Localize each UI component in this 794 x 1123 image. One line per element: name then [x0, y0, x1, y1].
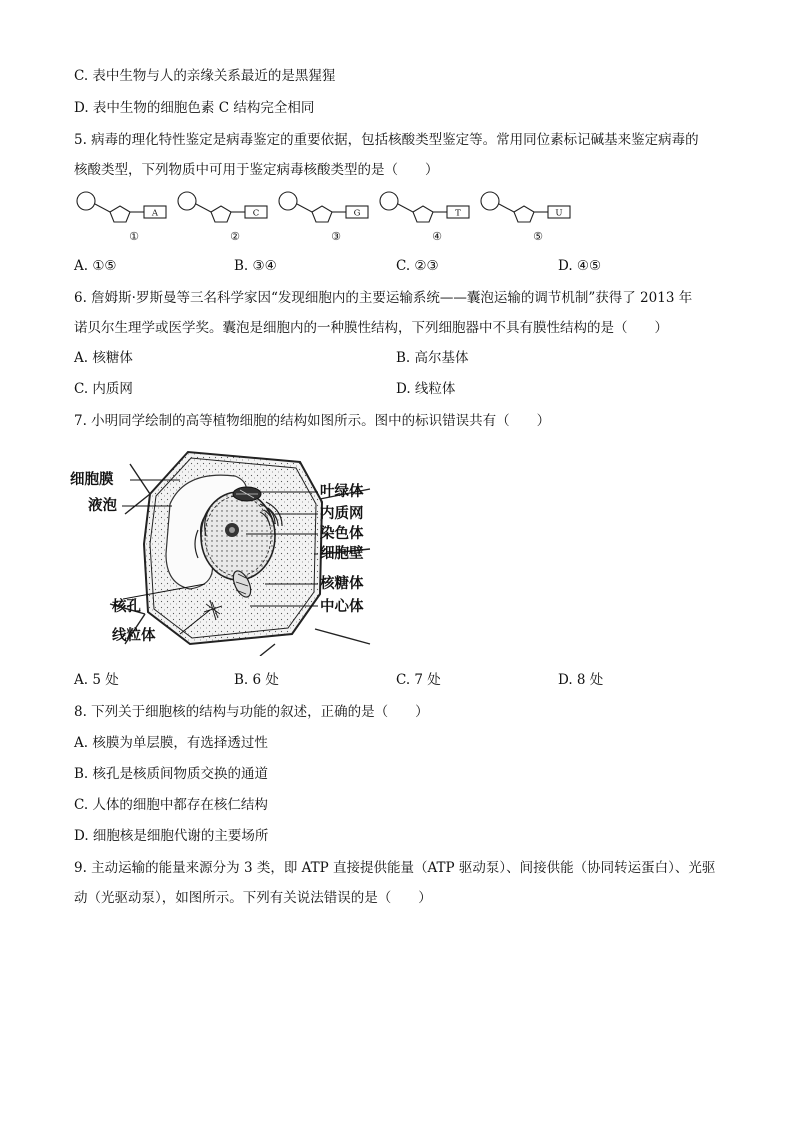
q8-option-a: A. 核膜为单层膜，有选择透过性: [74, 735, 268, 751]
q6-stem-line2: 诺贝尔生理学或医学奖。囊泡是细胞内的一种膜性结构，下列细胞器中不具有膜性结构的是（ ）: [74, 320, 668, 336]
nucleotide-5: [481, 192, 570, 243]
base-letter: U: [555, 208, 563, 219]
label-chromosome: 染色体: [320, 526, 364, 542]
pentose-sugar: [211, 206, 231, 222]
pentose-sugar: [110, 206, 130, 222]
q8-stem: 8. 下列关于细胞核的结构与功能的叙述，正确的是（ ）: [74, 704, 429, 720]
label-nuclear-pore: 核孔: [112, 599, 141, 615]
label-ribosome: 核糖体: [320, 576, 364, 592]
q7-option-c: C. 7 处: [396, 672, 441, 688]
pentose-sugar: [413, 206, 433, 222]
phosphate-circle: [77, 192, 95, 210]
label-chloroplast: 叶绿体: [320, 484, 364, 500]
label-cell-wall: 细胞壁: [320, 546, 364, 562]
pentose-sugar: [312, 206, 332, 222]
base-letter: A: [151, 208, 159, 219]
nucleotide-1: [77, 192, 166, 243]
nucleotide-number: ④: [432, 230, 442, 243]
label-cell-membrane: 细胞膜: [70, 472, 114, 488]
q8-option-d: D. 细胞核是细胞代谢的主要场所: [74, 828, 269, 844]
label-er: 内质网: [320, 506, 364, 522]
nucleotide-number: ③: [331, 230, 341, 243]
q9-stem-line1: 9. 主动运输的能量来源分为 3 类，即 ATP 直接提供能量（ATP 驱动泵）、间接供能（协同转运蛋白）、光驱: [74, 860, 716, 876]
q5-option-a: A. ①⑤: [74, 258, 117, 274]
base-letter: T: [455, 208, 461, 219]
q4-option-c: C. 表中生物与人的亲缘关系最近的是黑猩猩: [74, 68, 336, 84]
q5-stem-line2: 核酸类型，下列物质中可用于鉴定病毒核酸类型的是（ ）: [74, 162, 439, 178]
label-centrosome: 中心体: [320, 599, 364, 615]
q5-stem-line1: 5. 病毒的理化特性鉴定是病毒鉴定的重要依据，包括核酸类型鉴定等。常用同位素标记碱基来鉴定病毒的: [74, 132, 699, 148]
q8-option-b: B. 核孔是核质间物质交换的通道: [74, 766, 269, 782]
label-mitochondria: 线粒体: [112, 628, 156, 644]
pentose-sugar: [514, 206, 534, 222]
q6-option-a: A. 核糖体: [74, 350, 133, 366]
phosphate-circle: [178, 192, 196, 210]
plant-cell-figure: [70, 444, 380, 656]
base-letter: C: [252, 208, 260, 219]
nucleotide-number: ②: [230, 230, 240, 243]
nucleotide-number: ①: [129, 230, 139, 243]
base-letter: G: [353, 208, 361, 219]
q7-option-a: A. 5 处: [74, 672, 119, 688]
q5-option-d: D. ④⑤: [558, 258, 602, 274]
q6-option-b: B. 高尔基体: [396, 350, 469, 366]
q4-option-d: D. 表中生物的细胞色素 C 结构完全相同: [74, 100, 315, 116]
nucleotide-2: [178, 192, 267, 243]
nucleotide-4: [380, 192, 469, 243]
label-vacuole: 液泡: [88, 498, 117, 514]
q5-option-c: C. ②③: [396, 258, 439, 274]
phosphate-circle: [279, 192, 297, 210]
q6-option-d: D. 线粒体: [396, 381, 456, 397]
q8-option-c: C. 人体的细胞中都存在核仁结构: [74, 797, 268, 813]
q9-stem-line2: 动（光驱动泵），如图所示。下列有关说法错误的是（ ）: [74, 890, 432, 906]
nucleotide-3: [279, 192, 368, 243]
q7-option-d: D. 8 处: [558, 672, 604, 688]
q6-option-c: C. 内质网: [74, 381, 133, 397]
nucleotide-number: ⑤: [533, 230, 543, 243]
q6-stem-line1: 6. 詹姆斯·罗斯曼等三名科学家因“发现细胞内的主要运输系统——囊泡运输的调节机制”获得了 2013 年: [74, 290, 693, 306]
phosphate-circle: [380, 192, 398, 210]
q5-nucleotide-figure: [74, 188, 594, 246]
q7-option-b: B. 6 处: [234, 672, 279, 688]
nucleotide-diagrams: [74, 188, 594, 246]
q5-option-b: B. ③④: [234, 258, 277, 274]
phosphate-circle: [481, 192, 499, 210]
q7-stem: 7. 小明同学绘制的高等植物细胞的结构如图所示。图中的标识错误共有（ ）: [74, 413, 551, 429]
